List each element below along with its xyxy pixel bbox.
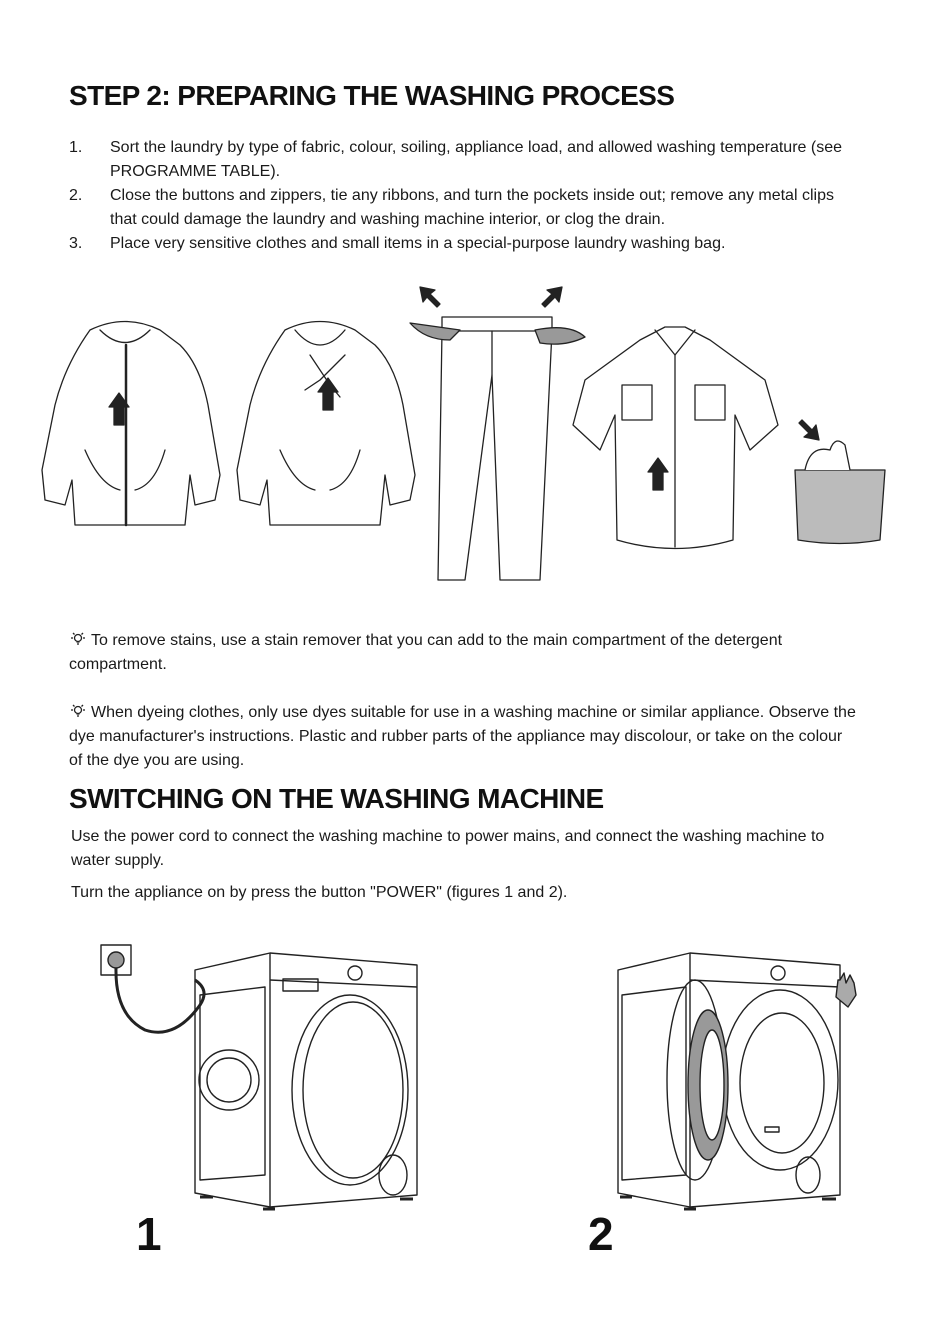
lightbulb-icon: [69, 703, 87, 719]
step2-title: STEP 2: PREPARING THE WASHING PROCESS: [69, 80, 675, 111]
washing-machine-icon: [618, 953, 840, 1209]
drawstring-hoodie-icon: [237, 322, 415, 526]
arrow-icon: [799, 420, 819, 440]
laundry-bag-icon: [795, 441, 885, 544]
figure-label-2: 2: [588, 1208, 614, 1260]
list-item: [69, 184, 859, 232]
switching-title: SWITCHING ON THE WASHING MACHINE: [69, 783, 604, 814]
power-cord: [116, 968, 204, 1032]
switching-paragraph-2: Turn the appliance on by press the button "POWER" (figures 1 and 2).: [71, 884, 568, 901]
zipped-hoodie-icon: [42, 322, 220, 526]
washing-machine-plug-illustration: [95, 935, 435, 1225]
list-item-number: 3.: [69, 235, 83, 252]
arrow-icon: [318, 378, 338, 410]
tip-dyeing: [69, 701, 859, 773]
arrow-icon: [542, 287, 562, 307]
open-door-icon: [667, 980, 728, 1180]
list-item-text: Sort the laundry by type of fabric, colour, soiling, appliance load, and allowed washing temperature (see PROGRAMME TABLE).: [110, 139, 842, 180]
list-item: [69, 232, 859, 256]
tip-text: To remove stains, use a stain remover that you can add to the main compartment of the detergent compartment.: [69, 632, 783, 673]
hand-pointer-icon: [836, 973, 856, 1007]
switching-paragraph-1: Use the power cord to connect the washing machine to power mains, and connect the washing machine to water supply.: [71, 828, 825, 869]
arrow-icon: [648, 458, 668, 490]
arrow-icon: [420, 287, 440, 307]
list-item-number: 1.: [69, 139, 83, 156]
figure-label-1: 1: [136, 1208, 162, 1260]
list-item: [69, 136, 859, 184]
washing-machine-open-door-illustration: [600, 935, 870, 1225]
jeans-icon: [410, 317, 585, 580]
shirt-icon: [573, 327, 778, 549]
washing-machine-icon: [195, 953, 417, 1209]
list-item-text: Close the buttons and zippers, tie any ribbons, and turn the pockets inside out; remove any metal clips that could damage the laundry and washing machine interior, or clog the drain.: [110, 187, 834, 228]
step2-list: [69, 136, 859, 256]
tip-text: When dyeing clothes, only use dyes suitable for use in a washing machine or similar appliance. Observe the dye manufacturer's instructions. Plastic and rubber parts of the appliance may discolour, or take on the colour of the dye you are using.: [69, 704, 856, 769]
list-item-text: Place very sensitive clothes and small items in a special-purpose laundry washing bag.: [110, 235, 726, 252]
clothing-illustration: [30, 285, 910, 590]
list-item-number: 2.: [69, 187, 83, 204]
lightbulb-icon: [69, 631, 87, 647]
tip-stain-remover: [69, 629, 859, 677]
